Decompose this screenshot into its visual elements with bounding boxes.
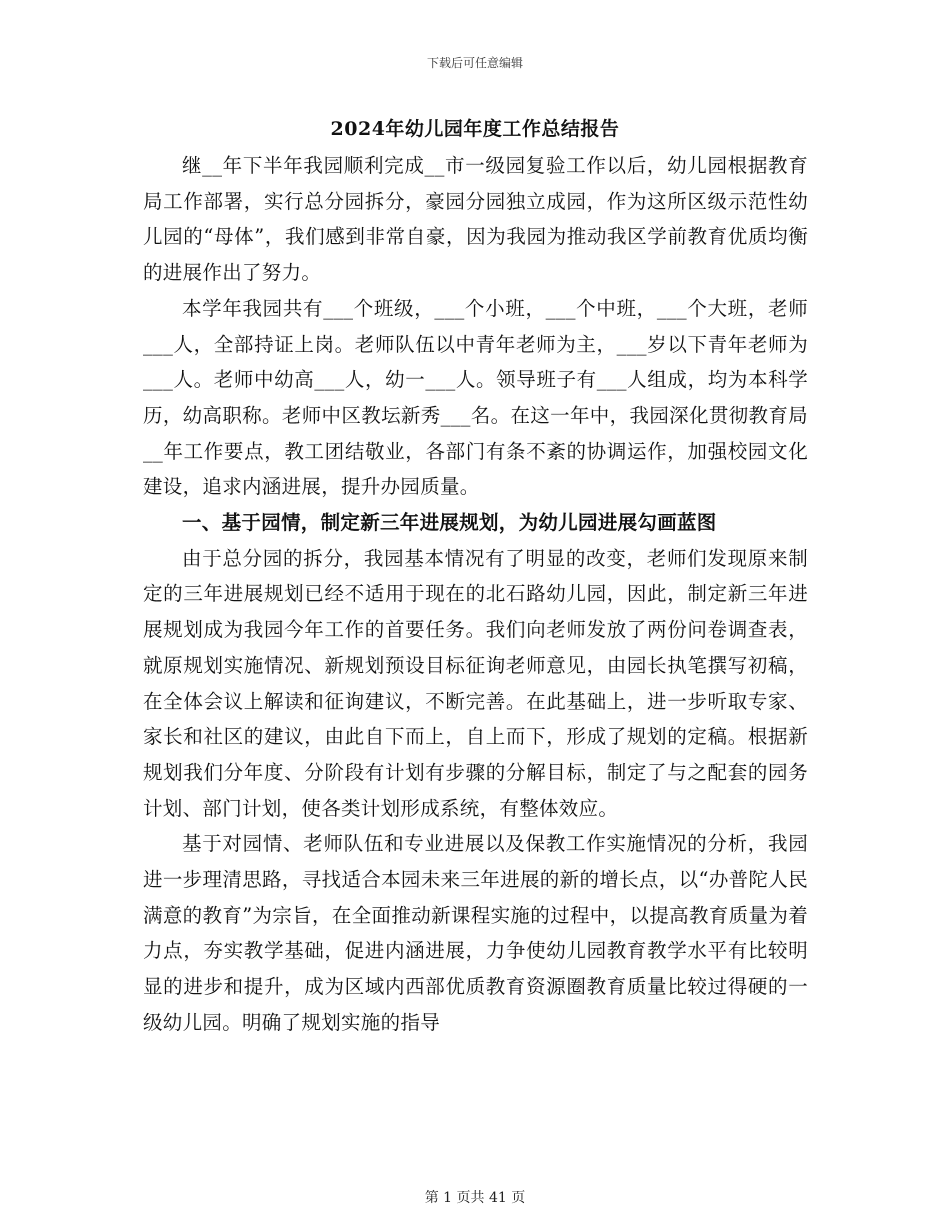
section-heading: 一、基于园情，制定新三年进展规划，为幼儿园进展勾画蓝图: [182, 511, 717, 535]
paragraph: 基于对园情、老师队伍和专业进展以及保教工作实施情况的分析，我园进一步理清思路，寻找适合本园未来三年进展的新的增长点，以“办普陀人民满意的教育”为宗旨，在全面推动新课程实施的过程中，以提高教育质量为着力点，夯实教学基础，促进内涵进展，力争使幼儿园教育教学水平有比较明显的进步和提升，成为区域内西部优质教育资源圈教育质量比较过得硬的一级幼儿园。明确了规划实施的指导: [143, 832, 808, 1034]
document-body: [143, 148, 808, 1041]
page-number: 第 1 页共 41 页: [424, 1190, 526, 1206]
paragraph: 本学年我园共有___个班级，___个小班，___个中班，___个大班，老师___人，全部持证上岗。老师队伍以中青年老师为主，___岁以下青年老师为___人。老师中幼高___人，幼一___人。领导班子有___人组成，均为本科学历，幼高职称。老师中区教坛新秀___名。在这一年中，我园深化贯彻教育局__年工作要点，教工团结敬业，各部门有条不紊的协调运作，加强校园文化建设，追求内涵进展，提升办园质量。: [143, 296, 808, 499]
header-note: 下载后可任意编辑: [426, 56, 523, 70]
document-title: 2024年幼儿园年度工作总结报告: [330, 118, 620, 140]
paragraph: 继__年下半年我园顺利完成__市一级园复验工作以后，幼儿园根据教育局工作部署，实行总分园拆分，豪园分园独立成园，作为这所区级示范性幼儿园的“母体”，我们感到非常自豪，因为我园为推动我区学前教育优质均衡的进展作出了努力。: [143, 154, 808, 285]
paragraph: 由于总分园的拆分，我园基本情况有了明显的改变，老师们发现原来制定的三年进展规划已经不适用于现在的北石路幼儿园，因此，制定新三年进展规划成为我园今年工作的首要任务。我们向老师发放了两份问卷调查表，就原规划实施情况、新规划预设目标征询老师意见，由园长执笔撰写初稿，在全体会议上解读和征询建议，不断完善。在此基础上，进一步听取专家、家长和社区的建议，由此自下而上，自上而下，形成了规划的定稿。根据新规划我们分年度、分阶段有计划有步骤的分解目标，制定了与之配套的园务计划、部门计划，使各类计划形成系统，有整体效应。: [143, 546, 808, 820]
